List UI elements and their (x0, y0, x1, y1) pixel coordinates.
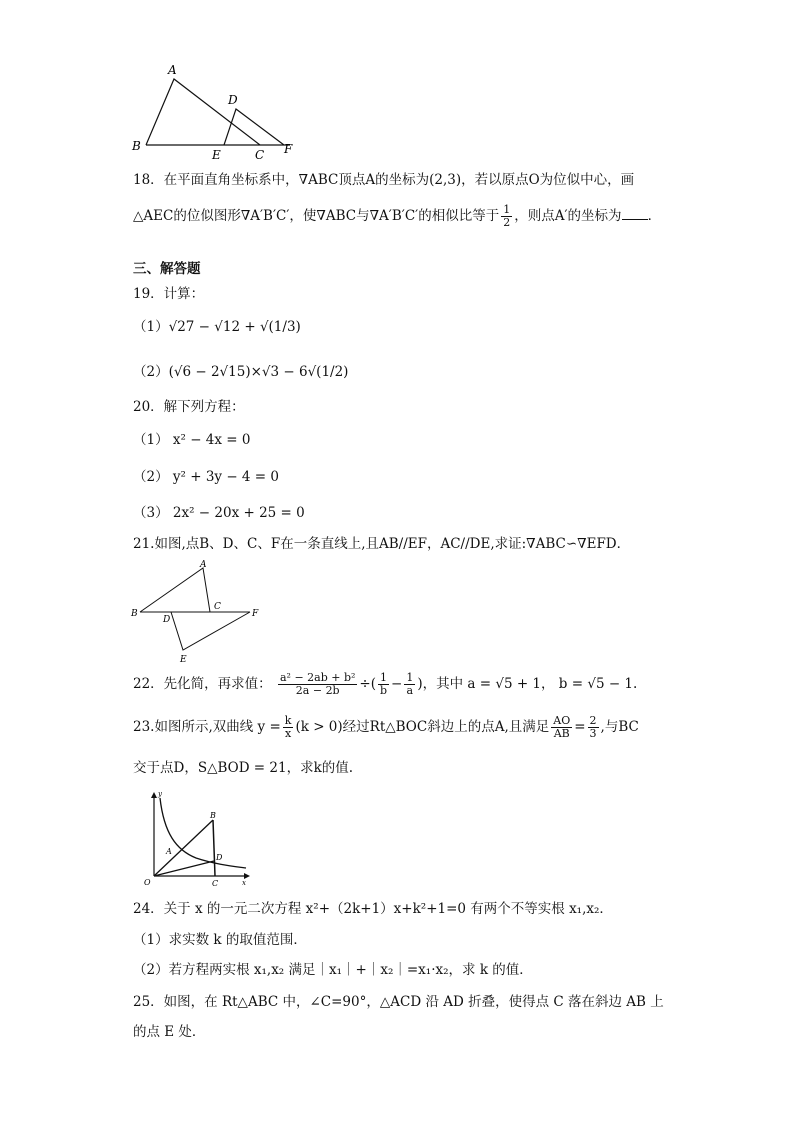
q21-label-f: F (252, 609, 259, 619)
q23-label-b: B (210, 811, 216, 820)
label-f: F (284, 142, 293, 156)
q23-line2: 交于点D，S△BOD = 21，求k的值. (133, 760, 354, 776)
figure-q21-triangles (128, 558, 268, 668)
q19-part1: （1）√27 − √12 + √(1/3) (133, 319, 301, 335)
q23-two-thirds: $\frac{2}{3}$ (589, 714, 597, 740)
q21-label-c: C (214, 602, 221, 612)
section-title: 三、解答题 (133, 261, 201, 277)
q18-line1: 18．在平面直角坐标系中，∇ABC顶点A的坐标为(2,3)，若以原点O为位似中心，画 (133, 172, 635, 188)
q22-line: 22．先化简，再求值： $\frac{\text{a² − 2ab + b²}}{2a - 2b}$ ÷( $\frac{1}{b}$ − $\frac{1}{a}$ )，其中 a = √5 + 1， b = √5 − 1. (133, 671, 638, 697)
figure-q17-triangles (128, 60, 308, 165)
q21-label-d: D (163, 615, 171, 625)
q20-part2: （2） y² + 3y − 4 = 0 (133, 469, 279, 485)
q24-line1: 24．关于 x 的一元二次方程 x²+（2k+1）x+k²+1=0 有两个不等实根 x₁,x₂． (133, 901, 613, 917)
q21-text: 21.如图,点B、D、C、F在一条直线上,且AB//EF，AC//DE,求证:∇ABC∽∇EFD． (133, 536, 631, 552)
q18-ratio-fraction: $\frac{1}{2}$ (503, 203, 511, 229)
q23-label-d: D (216, 853, 223, 862)
q22-frac-1a: $\frac{1}{a}$ (406, 671, 414, 697)
q23-k-over-x: $\frac{k}{x}$ (284, 714, 292, 740)
q20-title: 20．解下列方程： (133, 399, 245, 415)
q23-label-x: x (242, 879, 246, 887)
q23-ao-ab: $\frac{AO}{AB}$ (553, 714, 571, 740)
q21-label-a: A (200, 560, 207, 570)
label-b: B (132, 139, 141, 153)
q24-line2: （1）求实数 k 的取值范围． (133, 932, 307, 948)
label-c: C (255, 148, 265, 162)
q22-frac-1b: $\frac{1}{b}$ (379, 671, 388, 697)
label-d: D (228, 93, 238, 107)
q20-part3: （3） 2x² − 20x + 25 = 0 (133, 505, 305, 521)
q20-part1: （1） x² − 4x = 0 (133, 432, 251, 448)
q18-line2a: △AEC的位似图形∇A′B′C′，使∇ABC与∇A′B′C′的相似比等于 (133, 208, 500, 224)
q25-line2: 的点 E 处． (133, 1024, 206, 1040)
q19-part2: （2）(√6 − 2√15)×√3 − 6√(1/2) (133, 364, 349, 380)
q19-title: 19．计算： (133, 286, 205, 302)
q22-main-fraction: $\frac{\text{a² − 2ab + b²}}{2a - 2b}$ (279, 671, 356, 697)
q21-label-b: B (131, 609, 138, 619)
q19-part1-expr: √27 − √12 + √(1/3) (168, 319, 301, 335)
q18-period: ． (647, 208, 662, 224)
q18-line2b: ，则点A′的坐标为 (514, 208, 622, 224)
q23-line1: 23.如图所示,双曲线 y = $\frac{k}{x}$ (k > 0)经过Rt△BOC斜边上的点A,且满足 $\frac{AO}{AB}$ = $\frac{2}{3}$ ,与BC (133, 714, 639, 740)
q24-line3: （2）若方程两实根 x₁,x₂ 满足｜x₁｜+｜x₂｜=x₁·x₂，求 k 的值． (133, 962, 533, 978)
q23-label-o: O (144, 878, 151, 887)
figure-q23-hyperbola (136, 788, 256, 888)
label-a: A (168, 63, 177, 77)
q18-answer-blank (622, 207, 648, 220)
q23-label-c: C (212, 879, 219, 888)
q23-label-y: y (158, 790, 162, 798)
q18-line2 (133, 204, 661, 229)
label-e: E (212, 148, 221, 162)
q23-label-a: A (166, 847, 172, 856)
q25-line1: 25．如图，在 Rt△ABC 中，∠C=90°，△ACD 沿 AD 折叠，使得点 C 落在斜边 AB 上 (133, 994, 664, 1010)
q21-label-e: E (180, 655, 187, 665)
q19-part2-expr: (√6 − 2√15)×√3 − 6√(1/2) (168, 364, 349, 380)
